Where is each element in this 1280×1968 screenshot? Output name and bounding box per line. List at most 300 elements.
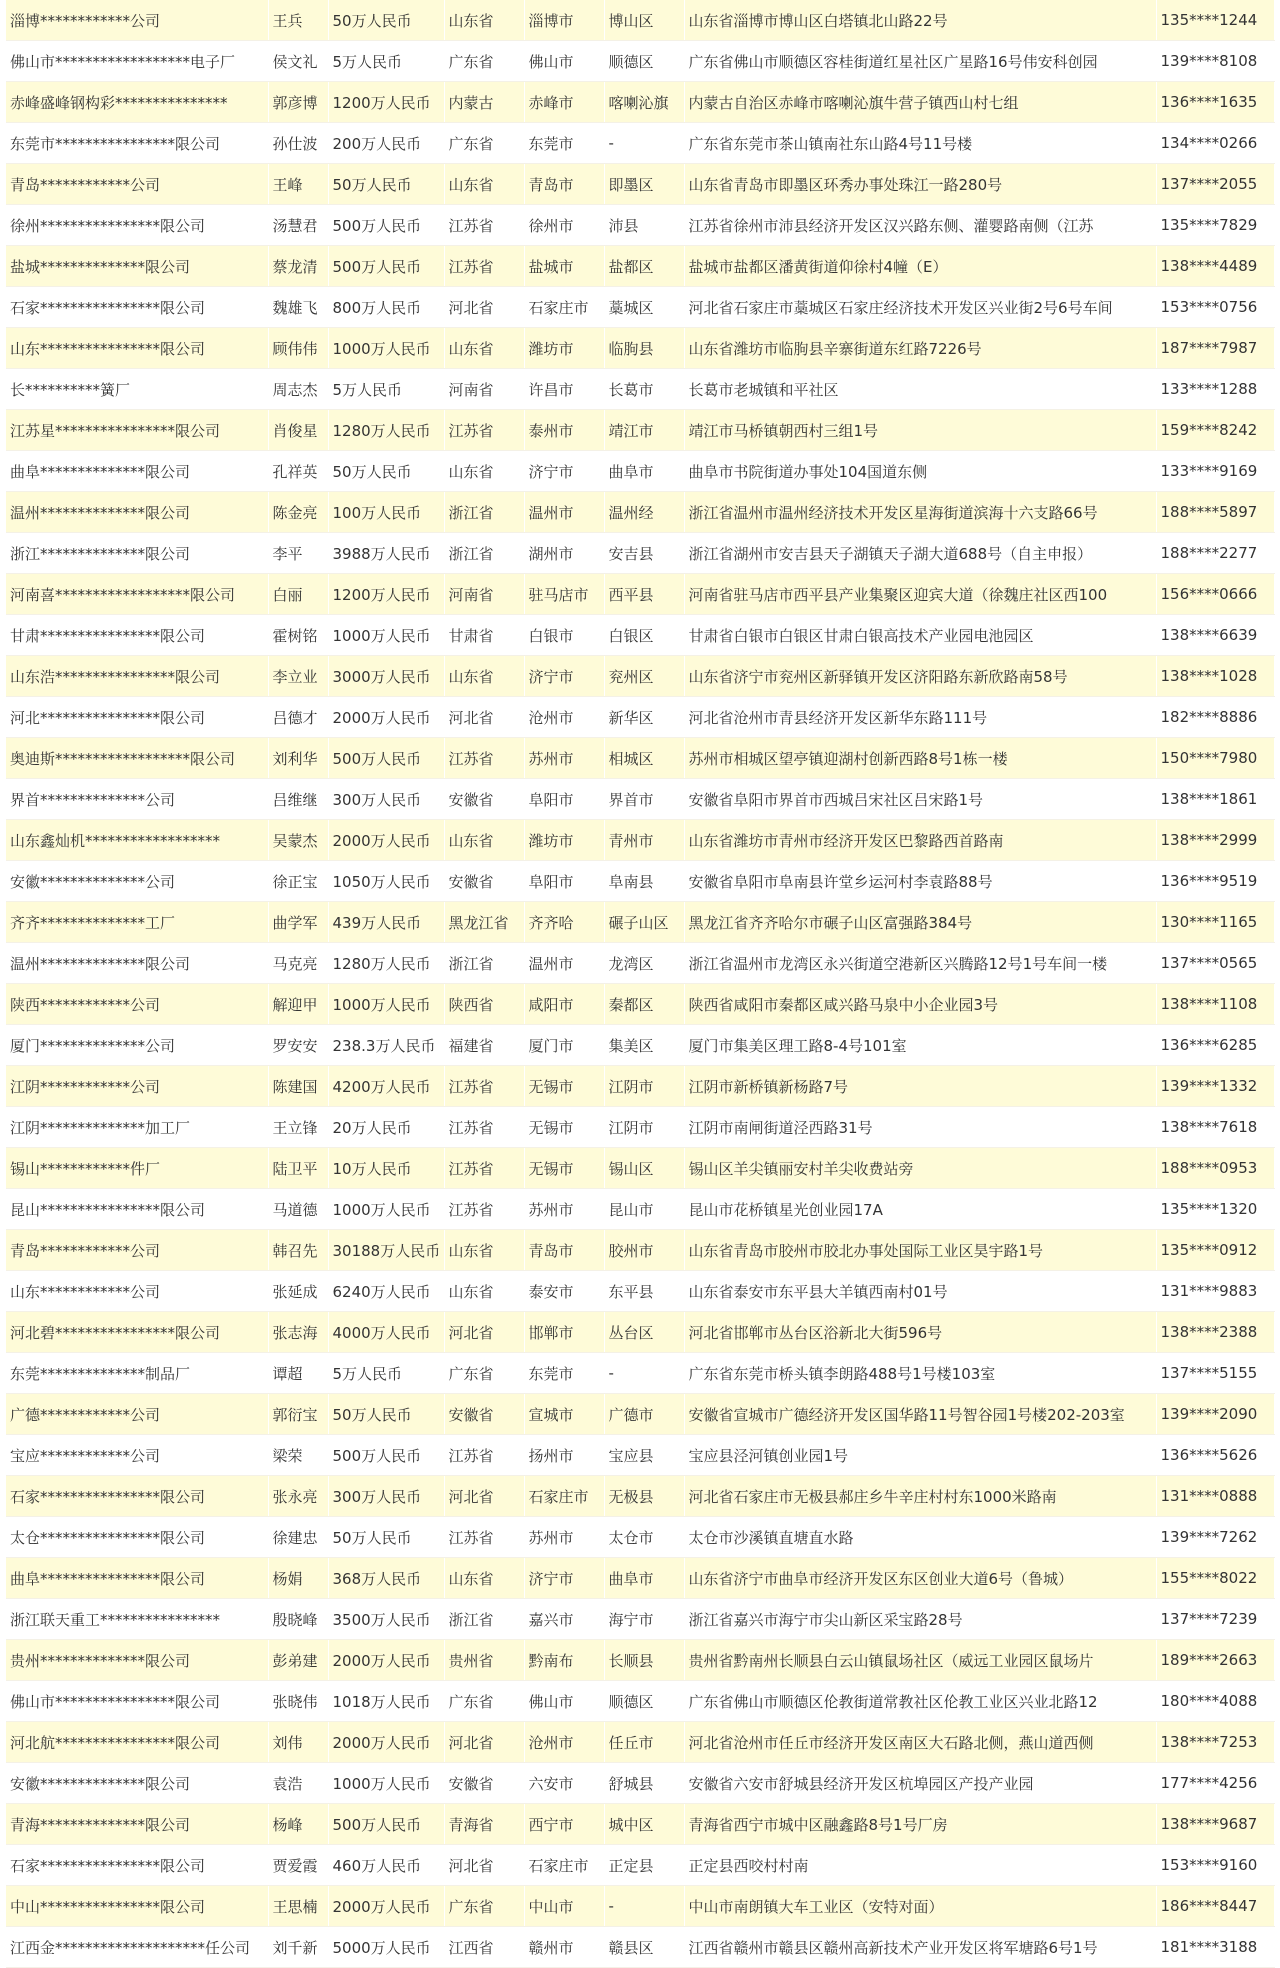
province-cell: 广东省 bbox=[444, 1353, 524, 1394]
phone-cell: 136****1635 bbox=[1156, 82, 1274, 123]
capital-cell: 368万人民币 bbox=[328, 1558, 444, 1599]
table-row bbox=[6, 369, 1274, 410]
legal-rep-cell: 顾伟伟 bbox=[268, 328, 328, 369]
phone-cell: 130****1165 bbox=[1156, 902, 1274, 943]
province-cell: 江苏省 bbox=[444, 205, 524, 246]
city-cell: 沧州市 bbox=[524, 1722, 604, 1763]
table-row bbox=[6, 1558, 1274, 1599]
city-cell: 驻马店市 bbox=[524, 574, 604, 615]
legal-rep-cell: 孔祥英 bbox=[268, 451, 328, 492]
table-row bbox=[6, 984, 1274, 1025]
legal-rep-cell: 蔡龙清 bbox=[268, 246, 328, 287]
legal-rep-cell: 郭彦博 bbox=[268, 82, 328, 123]
province-cell: 山东省 bbox=[444, 164, 524, 205]
address-cell: 河北省石家庄市藁城区石家庄经济技术开发区兴业街2号6号车间 bbox=[684, 287, 1156, 328]
district-cell: 新华区 bbox=[604, 697, 684, 738]
city-cell: 东莞市 bbox=[524, 1353, 604, 1394]
province-cell: 山东省 bbox=[444, 656, 524, 697]
district-cell: 界首市 bbox=[604, 779, 684, 820]
company-name-cell: 昆山****************限公司 bbox=[6, 1189, 268, 1230]
table-row bbox=[6, 123, 1274, 164]
table-row bbox=[6, 1722, 1274, 1763]
capital-cell: 1200万人民币 bbox=[328, 82, 444, 123]
company-name-cell: 盐城**************限公司 bbox=[6, 246, 268, 287]
address-cell: 山东省潍坊市临朐县辛寨街道东红路7226号 bbox=[684, 328, 1156, 369]
phone-cell: 188****2277 bbox=[1156, 533, 1274, 574]
capital-cell: 1280万人民币 bbox=[328, 410, 444, 451]
district-cell: 江阴市 bbox=[604, 1066, 684, 1107]
legal-rep-cell: 彭弟建 bbox=[268, 1640, 328, 1681]
address-cell: 贵州省黔南州长顺县白云山镇鼠场社区（威远工业园区鼠场片 bbox=[684, 1640, 1156, 1681]
table-row bbox=[6, 1476, 1274, 1517]
phone-cell: 187****7987 bbox=[1156, 328, 1274, 369]
company-name-cell: 奥迪斯******************限公司 bbox=[6, 738, 268, 779]
company-name-cell: 甘肃****************限公司 bbox=[6, 615, 268, 656]
district-cell: 碾子山区 bbox=[604, 902, 684, 943]
address-cell: 山东省淄博市博山区白塔镇北山路22号 bbox=[684, 0, 1156, 41]
capital-cell: 1200万人民币 bbox=[328, 574, 444, 615]
district-cell: 龙湾区 bbox=[604, 943, 684, 984]
address-cell: 山东省潍坊市青州市经济开发区巴黎路西首路南 bbox=[684, 820, 1156, 861]
capital-cell: 5万人民币 bbox=[328, 369, 444, 410]
table-row bbox=[6, 1271, 1274, 1312]
capital-cell: 460万人民币 bbox=[328, 1845, 444, 1886]
province-cell: 广东省 bbox=[444, 123, 524, 164]
district-cell: 顺德区 bbox=[604, 41, 684, 82]
city-cell: 温州市 bbox=[524, 492, 604, 533]
legal-rep-cell: 张晓伟 bbox=[268, 1681, 328, 1722]
phone-cell: 133****9169 bbox=[1156, 451, 1274, 492]
district-cell: 沛县 bbox=[604, 205, 684, 246]
phone-cell: 188****5897 bbox=[1156, 492, 1274, 533]
legal-rep-cell: 梁荣 bbox=[268, 1435, 328, 1476]
city-cell: 潍坊市 bbox=[524, 820, 604, 861]
district-cell: 即墨区 bbox=[604, 164, 684, 205]
phone-cell: 138****1108 bbox=[1156, 984, 1274, 1025]
address-cell: 河北省沧州市青县经济开发区新华东路111号 bbox=[684, 697, 1156, 738]
address-cell: 河北省石家庄市无极县郝庄乡牛辛庄村村东1000米路南 bbox=[684, 1476, 1156, 1517]
province-cell: 浙江省 bbox=[444, 492, 524, 533]
city-cell: 阜阳市 bbox=[524, 779, 604, 820]
capital-cell: 3500万人民币 bbox=[328, 1599, 444, 1640]
phone-cell: 138****2388 bbox=[1156, 1312, 1274, 1353]
address-cell: 山东省泰安市东平县大羊镇西南村01号 bbox=[684, 1271, 1156, 1312]
capital-cell: 6240万人民币 bbox=[328, 1271, 444, 1312]
province-cell: 山东省 bbox=[444, 1558, 524, 1599]
table-row bbox=[6, 82, 1274, 123]
phone-cell: 138****1028 bbox=[1156, 656, 1274, 697]
province-cell: 江苏省 bbox=[444, 1107, 524, 1148]
table-row bbox=[6, 1599, 1274, 1640]
legal-rep-cell: 吕维继 bbox=[268, 779, 328, 820]
district-cell: 临朐县 bbox=[604, 328, 684, 369]
phone-cell: 137****5155 bbox=[1156, 1353, 1274, 1394]
capital-cell: 50万人民币 bbox=[328, 0, 444, 41]
table-row bbox=[6, 451, 1274, 492]
address-cell: 苏州市相城区望亭镇迎湖村创新西路8号1栋一楼 bbox=[684, 738, 1156, 779]
district-cell: 胶州市 bbox=[604, 1230, 684, 1271]
company-name-cell: 中山****************限公司 bbox=[6, 1886, 268, 1927]
phone-cell: 188****0953 bbox=[1156, 1148, 1274, 1189]
phone-cell: 134****0266 bbox=[1156, 123, 1274, 164]
capital-cell: 100万人民币 bbox=[328, 492, 444, 533]
company-name-cell: 石家****************限公司 bbox=[6, 1845, 268, 1886]
legal-rep-cell: 陆卫平 bbox=[268, 1148, 328, 1189]
table-row bbox=[6, 328, 1274, 369]
company-name-cell: 浙江联天重工**************** bbox=[6, 1599, 268, 1640]
address-cell: 甘肃省白银市白银区甘肃白银高技术产业园电池园区 bbox=[684, 615, 1156, 656]
company-name-cell: 安徽**************限公司 bbox=[6, 1763, 268, 1804]
province-cell: 江西省 bbox=[444, 1927, 524, 1968]
capital-cell: 2000万人民币 bbox=[328, 1722, 444, 1763]
company-name-cell: 淄博************公司 bbox=[6, 0, 268, 41]
company-name-cell: 江阴************公司 bbox=[6, 1066, 268, 1107]
table-row bbox=[6, 1435, 1274, 1476]
legal-rep-cell: 侯文礼 bbox=[268, 41, 328, 82]
address-cell: 河南省驻马店市西平县产业集聚区迎宾大道（徐魏庄社区西100 bbox=[684, 574, 1156, 615]
capital-cell: 500万人民币 bbox=[328, 738, 444, 779]
phone-cell: 156****0666 bbox=[1156, 574, 1274, 615]
legal-rep-cell: 王思楠 bbox=[268, 1886, 328, 1927]
phone-cell: 159****8242 bbox=[1156, 410, 1274, 451]
province-cell: 河北省 bbox=[444, 1845, 524, 1886]
address-cell: 曲阜市书院街道办事处104国道东侧 bbox=[684, 451, 1156, 492]
legal-rep-cell: 李平 bbox=[268, 533, 328, 574]
capital-cell: 50万人民币 bbox=[328, 1394, 444, 1435]
city-cell: 扬州市 bbox=[524, 1435, 604, 1476]
company-name-cell: 长**********簧厂 bbox=[6, 369, 268, 410]
province-cell: 河北省 bbox=[444, 1722, 524, 1763]
city-cell: 东莞市 bbox=[524, 123, 604, 164]
phone-cell: 139****8108 bbox=[1156, 41, 1274, 82]
legal-rep-cell: 马道德 bbox=[268, 1189, 328, 1230]
city-cell: 嘉兴市 bbox=[524, 1599, 604, 1640]
district-cell: 白银区 bbox=[604, 615, 684, 656]
table-row bbox=[6, 1312, 1274, 1353]
phone-cell: 137****0565 bbox=[1156, 943, 1274, 984]
capital-cell: 1000万人民币 bbox=[328, 328, 444, 369]
city-cell: 宣城市 bbox=[524, 1394, 604, 1435]
province-cell: 广东省 bbox=[444, 1681, 524, 1722]
address-cell: 广东省东莞市茶山镇南社东山路4号11号楼 bbox=[684, 123, 1156, 164]
company-name-cell: 东莞**************制品厂 bbox=[6, 1353, 268, 1394]
capital-cell: 5万人民币 bbox=[328, 41, 444, 82]
city-cell: 许昌市 bbox=[524, 369, 604, 410]
company-name-cell: 河南喜******************限公司 bbox=[6, 574, 268, 615]
city-cell: 苏州市 bbox=[524, 738, 604, 779]
district-cell: 顺德区 bbox=[604, 1681, 684, 1722]
table-row bbox=[6, 574, 1274, 615]
company-name-cell: 广德************公司 bbox=[6, 1394, 268, 1435]
province-cell: 河北省 bbox=[444, 287, 524, 328]
capital-cell: 5万人民币 bbox=[328, 1353, 444, 1394]
legal-rep-cell: 贾爱霞 bbox=[268, 1845, 328, 1886]
capital-cell: 2000万人民币 bbox=[328, 820, 444, 861]
address-cell: 昆山市花桥镇星光创业园17A bbox=[684, 1189, 1156, 1230]
city-cell: 六安市 bbox=[524, 1763, 604, 1804]
district-cell: 江阴市 bbox=[604, 1107, 684, 1148]
capital-cell: 2000万人民币 bbox=[328, 1640, 444, 1681]
city-cell: 中山市 bbox=[524, 1886, 604, 1927]
address-cell: 广东省佛山市顺德区伦教街道常教社区伦教工业区兴业北路12 bbox=[684, 1681, 1156, 1722]
city-cell: 湖州市 bbox=[524, 533, 604, 574]
capital-cell: 1050万人民币 bbox=[328, 861, 444, 902]
phone-cell: 180****4088 bbox=[1156, 1681, 1274, 1722]
province-cell: 青海省 bbox=[444, 1804, 524, 1845]
company-name-cell: 佛山市****************限公司 bbox=[6, 1681, 268, 1722]
city-cell: 淄博市 bbox=[524, 0, 604, 41]
district-cell: - bbox=[604, 123, 684, 164]
capital-cell: 500万人民币 bbox=[328, 1435, 444, 1476]
capital-cell: 200万人民币 bbox=[328, 123, 444, 164]
legal-rep-cell: 王立锋 bbox=[268, 1107, 328, 1148]
district-cell: 喀喇沁旗 bbox=[604, 82, 684, 123]
city-cell: 无锡市 bbox=[524, 1148, 604, 1189]
address-cell: 山东省济宁市曲阜市经济开发区东区创业大道6号（鲁城） bbox=[684, 1558, 1156, 1599]
phone-cell: 186****8447 bbox=[1156, 1886, 1274, 1927]
province-cell: 江苏省 bbox=[444, 1066, 524, 1107]
company-name-cell: 赤峰盛峰钢构彩*************** bbox=[6, 82, 268, 123]
phone-cell: 135****0912 bbox=[1156, 1230, 1274, 1271]
table-row bbox=[6, 738, 1274, 779]
district-cell: 秦都区 bbox=[604, 984, 684, 1025]
phone-cell: 153****0756 bbox=[1156, 287, 1274, 328]
legal-rep-cell: 张延成 bbox=[268, 1271, 328, 1312]
legal-rep-cell: 韩召先 bbox=[268, 1230, 328, 1271]
table-row bbox=[6, 0, 1274, 41]
table-row bbox=[6, 656, 1274, 697]
phone-cell: 137****7239 bbox=[1156, 1599, 1274, 1640]
district-cell: 盐都区 bbox=[604, 246, 684, 287]
company-name-cell: 贵州**************限公司 bbox=[6, 1640, 268, 1681]
legal-rep-cell: 吕德才 bbox=[268, 697, 328, 738]
legal-rep-cell: 徐建忠 bbox=[268, 1517, 328, 1558]
table-row bbox=[6, 1804, 1274, 1845]
address-cell: 厦门市集美区理工路8-4号101室 bbox=[684, 1025, 1156, 1066]
city-cell: 赣州市 bbox=[524, 1927, 604, 1968]
city-cell: 石家庄市 bbox=[524, 1476, 604, 1517]
province-cell: 山东省 bbox=[444, 451, 524, 492]
legal-rep-cell: 王峰 bbox=[268, 164, 328, 205]
address-cell: 江西省赣州市赣县区赣州高新技术产业开发区将军塘路6号1号 bbox=[684, 1927, 1156, 1968]
district-cell: 昆山市 bbox=[604, 1189, 684, 1230]
capital-cell: 5000万人民币 bbox=[328, 1927, 444, 1968]
phone-cell: 133****1288 bbox=[1156, 369, 1274, 410]
table-row bbox=[6, 1517, 1274, 1558]
address-cell: 江阴市新桥镇新杨路7号 bbox=[684, 1066, 1156, 1107]
phone-cell: 138****4489 bbox=[1156, 246, 1274, 287]
city-cell: 温州市 bbox=[524, 943, 604, 984]
district-cell: 正定县 bbox=[604, 1845, 684, 1886]
address-cell: 山东省青岛市即墨区环秀办事处珠江一路280号 bbox=[684, 164, 1156, 205]
company-name-cell: 厦门**************公司 bbox=[6, 1025, 268, 1066]
table-row bbox=[6, 246, 1274, 287]
city-cell: 石家庄市 bbox=[524, 287, 604, 328]
legal-rep-cell: 杨峰 bbox=[268, 1804, 328, 1845]
address-cell: 安徽省宣城市广德经济开发区国华路11号智谷园1号楼202-203室 bbox=[684, 1394, 1156, 1435]
capital-cell: 3988万人民币 bbox=[328, 533, 444, 574]
legal-rep-cell: 杨娟 bbox=[268, 1558, 328, 1599]
table-row bbox=[6, 943, 1274, 984]
phone-cell: 177****4256 bbox=[1156, 1763, 1274, 1804]
city-cell: 泰州市 bbox=[524, 410, 604, 451]
phone-cell: 153****9160 bbox=[1156, 1845, 1274, 1886]
phone-cell: 139****1332 bbox=[1156, 1066, 1274, 1107]
capital-cell: 4000万人民币 bbox=[328, 1312, 444, 1353]
phone-cell: 136****5626 bbox=[1156, 1435, 1274, 1476]
company-name-cell: 河北****************限公司 bbox=[6, 697, 268, 738]
legal-rep-cell: 白丽 bbox=[268, 574, 328, 615]
company-name-cell: 温州**************限公司 bbox=[6, 492, 268, 533]
city-cell: 济宁市 bbox=[524, 656, 604, 697]
city-cell: 阜阳市 bbox=[524, 861, 604, 902]
district-cell: 东平县 bbox=[604, 1271, 684, 1312]
city-cell: 佛山市 bbox=[524, 41, 604, 82]
province-cell: 江苏省 bbox=[444, 1435, 524, 1476]
capital-cell: 800万人民币 bbox=[328, 287, 444, 328]
company-name-cell: 徐州****************限公司 bbox=[6, 205, 268, 246]
province-cell: 河北省 bbox=[444, 1476, 524, 1517]
capital-cell: 2000万人民币 bbox=[328, 697, 444, 738]
city-cell: 盐城市 bbox=[524, 246, 604, 287]
address-cell: 江阴市南闸街道泾西路31号 bbox=[684, 1107, 1156, 1148]
company-name-cell: 太仓****************限公司 bbox=[6, 1517, 268, 1558]
legal-rep-cell: 李立业 bbox=[268, 656, 328, 697]
company-name-cell: 江西金********************任公司 bbox=[6, 1927, 268, 1968]
province-cell: 陕西省 bbox=[444, 984, 524, 1025]
table-row bbox=[6, 1189, 1274, 1230]
province-cell: 山东省 bbox=[444, 328, 524, 369]
legal-rep-cell: 袁浩 bbox=[268, 1763, 328, 1804]
province-cell: 安徽省 bbox=[444, 1394, 524, 1435]
table-row bbox=[6, 1927, 1274, 1968]
city-cell: 青岛市 bbox=[524, 164, 604, 205]
table-row bbox=[6, 1230, 1274, 1271]
phone-cell: 136****9519 bbox=[1156, 861, 1274, 902]
province-cell: 广东省 bbox=[444, 1886, 524, 1927]
legal-rep-cell: 罗安安 bbox=[268, 1025, 328, 1066]
province-cell: 贵州省 bbox=[444, 1640, 524, 1681]
capital-cell: 500万人民币 bbox=[328, 1804, 444, 1845]
district-cell: 宝应县 bbox=[604, 1435, 684, 1476]
company-name-cell: 陕西************公司 bbox=[6, 984, 268, 1025]
district-cell: - bbox=[604, 1886, 684, 1927]
legal-rep-cell: 陈金亮 bbox=[268, 492, 328, 533]
capital-cell: 3000万人民币 bbox=[328, 656, 444, 697]
province-cell: 福建省 bbox=[444, 1025, 524, 1066]
capital-cell: 50万人民币 bbox=[328, 164, 444, 205]
province-cell: 安徽省 bbox=[444, 861, 524, 902]
address-cell: 青海省西宁市城中区融鑫路8号1号厂房 bbox=[684, 1804, 1156, 1845]
district-cell: 舒城县 bbox=[604, 1763, 684, 1804]
province-cell: 河南省 bbox=[444, 369, 524, 410]
district-cell: 西平县 bbox=[604, 574, 684, 615]
province-cell: 河北省 bbox=[444, 697, 524, 738]
table-row bbox=[6, 1107, 1274, 1148]
city-cell: 苏州市 bbox=[524, 1517, 604, 1558]
legal-rep-cell: 魏雄飞 bbox=[268, 287, 328, 328]
city-cell: 西宁市 bbox=[524, 1804, 604, 1845]
legal-rep-cell: 殷晓峰 bbox=[268, 1599, 328, 1640]
city-cell: 白银市 bbox=[524, 615, 604, 656]
company-table bbox=[6, 0, 1275, 1968]
address-cell: 盐城市盐都区潘黄街道仰徐村4幢（E） bbox=[684, 246, 1156, 287]
province-cell: 浙江省 bbox=[444, 533, 524, 574]
capital-cell: 20万人民币 bbox=[328, 1107, 444, 1148]
district-cell: 丛台区 bbox=[604, 1312, 684, 1353]
capital-cell: 500万人民币 bbox=[328, 246, 444, 287]
capital-cell: 500万人民币 bbox=[328, 205, 444, 246]
address-cell: 黑龙江省齐齐哈尔市碾子山区富强路384号 bbox=[684, 902, 1156, 943]
address-cell: 广东省东莞市桥头镇李朗路488号1号楼103室 bbox=[684, 1353, 1156, 1394]
province-cell: 黑龙江省 bbox=[444, 902, 524, 943]
legal-rep-cell: 张永亮 bbox=[268, 1476, 328, 1517]
table-row bbox=[6, 1763, 1274, 1804]
city-cell: 黔南布 bbox=[524, 1640, 604, 1681]
district-cell: 城中区 bbox=[604, 1804, 684, 1845]
table-row bbox=[6, 287, 1274, 328]
city-cell: 济宁市 bbox=[524, 1558, 604, 1599]
city-cell: 齐齐哈 bbox=[524, 902, 604, 943]
district-cell: - bbox=[604, 1353, 684, 1394]
district-cell: 锡山区 bbox=[604, 1148, 684, 1189]
province-cell: 江苏省 bbox=[444, 246, 524, 287]
city-cell: 佛山市 bbox=[524, 1681, 604, 1722]
address-cell: 锡山区羊尖镇丽安村羊尖收费站旁 bbox=[684, 1148, 1156, 1189]
legal-rep-cell: 肖俊星 bbox=[268, 410, 328, 451]
capital-cell: 1000万人民币 bbox=[328, 1189, 444, 1230]
district-cell: 安吉县 bbox=[604, 533, 684, 574]
company-name-cell: 齐齐**************工厂 bbox=[6, 902, 268, 943]
district-cell: 青州市 bbox=[604, 820, 684, 861]
table-row bbox=[6, 697, 1274, 738]
address-cell: 江苏省徐州市沛县经济开发区汉兴路东侧、灌婴路南侧（江苏 bbox=[684, 205, 1156, 246]
province-cell: 河北省 bbox=[444, 1312, 524, 1353]
city-cell: 邯郸市 bbox=[524, 1312, 604, 1353]
district-cell: 相城区 bbox=[604, 738, 684, 779]
company-name-cell: 石家****************限公司 bbox=[6, 1476, 268, 1517]
address-cell: 宝应县泾河镇创业园1号 bbox=[684, 1435, 1156, 1476]
company-name-cell: 河北航****************限公司 bbox=[6, 1722, 268, 1763]
province-cell: 江苏省 bbox=[444, 1189, 524, 1230]
city-cell: 赤峰市 bbox=[524, 82, 604, 123]
province-cell: 广东省 bbox=[444, 41, 524, 82]
address-cell: 陕西省咸阳市秦都区咸兴路马泉中小企业园3号 bbox=[684, 984, 1156, 1025]
company-name-cell: 界首**************公司 bbox=[6, 779, 268, 820]
company-name-cell: 宝应************公司 bbox=[6, 1435, 268, 1476]
phone-cell: 131****0888 bbox=[1156, 1476, 1274, 1517]
legal-rep-cell: 王兵 bbox=[268, 0, 328, 41]
company-name-cell: 山东鑫灿机****************** bbox=[6, 820, 268, 861]
capital-cell: 4200万人民币 bbox=[328, 1066, 444, 1107]
company-name-cell: 佛山市******************电子厂 bbox=[6, 41, 268, 82]
capital-cell: 1000万人民币 bbox=[328, 984, 444, 1025]
table-row bbox=[6, 1845, 1274, 1886]
company-name-cell: 河北碧****************限公司 bbox=[6, 1312, 268, 1353]
province-cell: 安徽省 bbox=[444, 779, 524, 820]
company-name-cell: 曲阜****************限公司 bbox=[6, 1558, 268, 1599]
province-cell: 山东省 bbox=[444, 0, 524, 41]
address-cell: 河北省沧州市任丘市经济开发区南区大石路北侧，燕山道西侧 bbox=[684, 1722, 1156, 1763]
capital-cell: 2000万人民币 bbox=[328, 1886, 444, 1927]
district-cell: 藁城区 bbox=[604, 287, 684, 328]
phone-cell: 150****7980 bbox=[1156, 738, 1274, 779]
table-row bbox=[6, 1148, 1274, 1189]
province-cell: 甘肃省 bbox=[444, 615, 524, 656]
district-cell: 曲阜市 bbox=[604, 451, 684, 492]
city-cell: 苏州市 bbox=[524, 1189, 604, 1230]
table-row bbox=[6, 533, 1274, 574]
